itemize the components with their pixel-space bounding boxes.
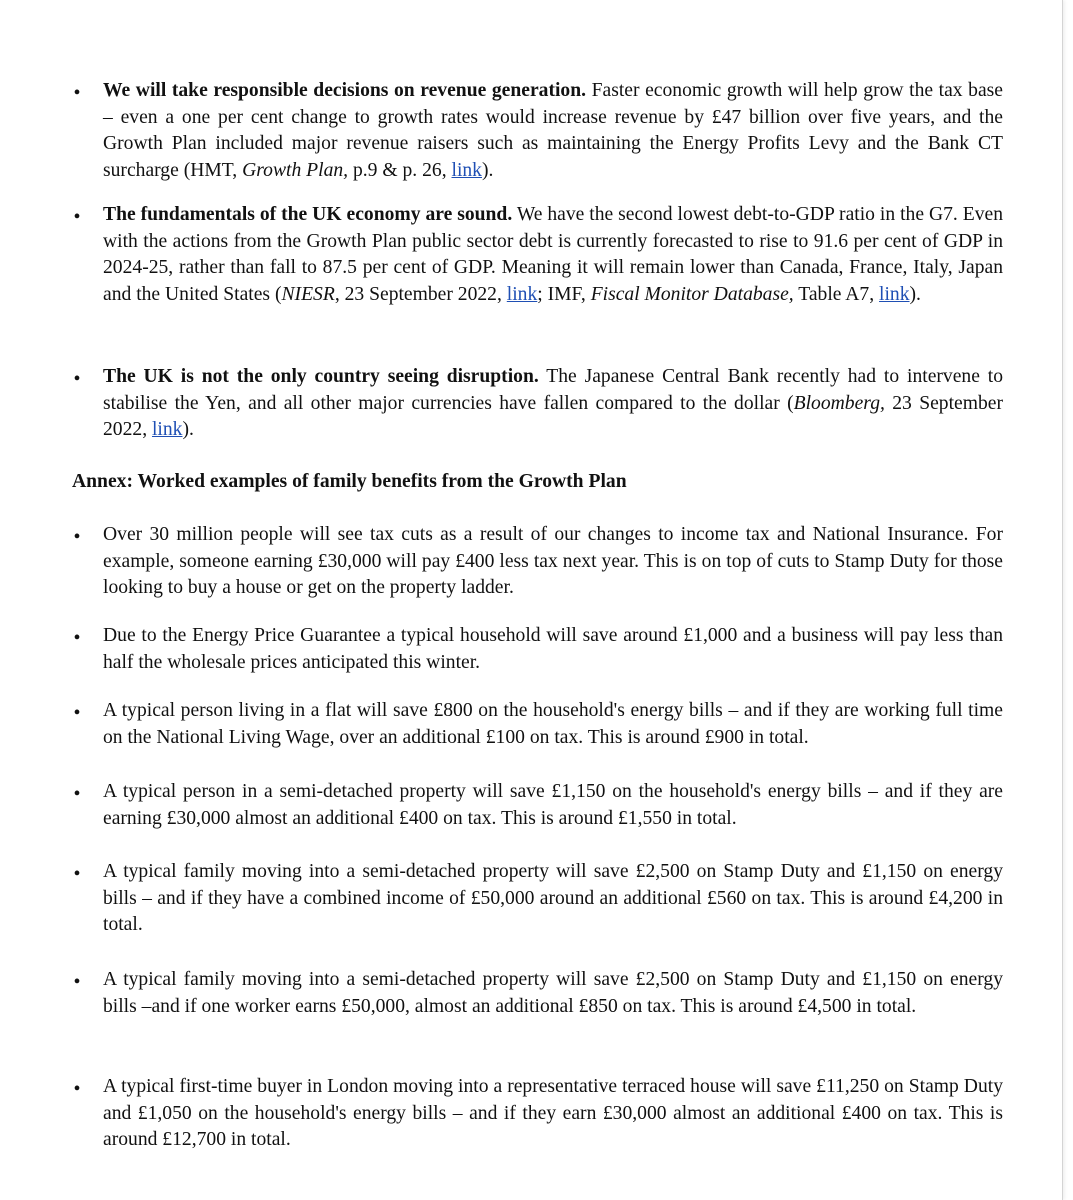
annex-item: A typical family moving into a semi-detached property will save £2,500 on Stamp Duty and £1,150 on energy bills –and if one worker earns £50,000, almost an additional £850 on tax. This is around £4,500 in total. [103,969,1003,1017]
annex-item: Over 30 million people will see tax cuts as a result of our changes to income tax and National Insurance. For example, someone earning £30,000 will pay £400 less tax next year. This is on top of cuts to Stamp Duty for those looking to buy a house or get on the property ladder. [103,524,1003,598]
annex-item: A typical person in a semi-detached property will save £1,150 on the household's energy bills – and if they are earning £30,000 almost an additional £400 on tax. This is around £1,550 in total. [103,781,1003,829]
source-detail: Table A7, [793,283,880,305]
bullet-text: We have the second lowest debt-to-GDP ratio in the G7. Even with the actions from the Growth Plan public sector debt is currently forecasted to rise to 91.6 per cent of GDP in 2024-25, rather than fall to 87.5 per cent of GDP. Meaning it will remain lower than Canada, France, Italy, Japan and the United States ( [103,204,1003,305]
bullet-revenue-generation [103,78,1003,184]
bullet-marker: • [73,863,81,885]
source-title: NIESR [281,283,335,305]
bullet-marker: • [73,702,81,724]
annex-heading: Annex: Worked examples of family benefits from the Growth Plan [72,471,627,492]
source-detail: p.9 & p. 26, [348,159,452,181]
source-link[interactable]: link [879,283,910,305]
bullet-marker: • [73,627,81,649]
source-title: Growth Plan, [242,159,349,181]
bullet-global-disruption [103,364,1003,444]
bullet-marker: • [73,783,81,805]
bullet-lead: The UK is not the only country seeing disruption. [103,366,539,387]
bullet-tail: ). [909,283,921,305]
bullet-text: The Japanese Central Bank recently had to intervene to stabilise the Yen, and all other major currencies have fallen compared to the dollar ( [103,366,1004,414]
bullet-marker: • [73,1078,81,1100]
bullet-marker: • [73,526,81,548]
source-link[interactable]: link [506,283,538,305]
bullet-economy-fundamentals [103,202,1003,308]
source-detail: 23 September 2022, [103,392,1003,440]
annex-item: A typical first-time buyer in London moving into a representative terraced house will save £11,250 on Stamp Duty and £1,050 on the household's energy bills – and if they earn £30,000 almost an additional £400 on tax. This is around £12,700 in total. [103,1076,1003,1150]
bullet-marker: • [73,82,81,104]
bullet-marker: • [73,206,81,228]
source-title: Bloomberg, [793,392,885,414]
annex-item: A typical person living in a flat will save £800 on the household's energy bills – and if they are working full time on the National Living Wage, over an additional £100 on tax. This is around £900 in total. [103,700,1003,748]
bullet-marker: • [73,368,81,390]
source-link[interactable]: link [151,419,183,440]
source-detail: , 23 September 2022, [334,283,507,305]
annex-item: Due to the Energy Price Guarantee a typical household will save around £1,000 and a business will pay less than half the wholesale prices anticipated this winter. [103,625,1003,673]
source-title: Fiscal Monitor Database, [590,283,794,305]
bullet-tail: ). [481,159,494,181]
bullet-text: Faster economic growth will help grow the tax base – even a one per cent change to growth rates would increase revenue by £47 billion over five years, and the Growth Plan included major revenue raisers such as maintaining the Energy Profits Levy and the Bank CT surcharge (HMT, [103,80,1003,181]
annex-item: A typical family moving into a semi-detached property will save £2,500 on Stamp Duty and £1,150 on energy bills – and if they have a combined income of £50,000 around an additional £560 on tax. This is around £4,200 in total. [103,861,1003,935]
source-link[interactable]: link [451,159,482,181]
bullet-marker: • [73,971,81,993]
bullet-lead: We will take responsible decisions on revenue generation. [103,80,587,101]
source-separator: ; IMF, [537,283,591,305]
bullet-tail: ). [182,419,194,440]
bullet-lead: The fundamentals of the UK economy are sound. [103,204,513,225]
